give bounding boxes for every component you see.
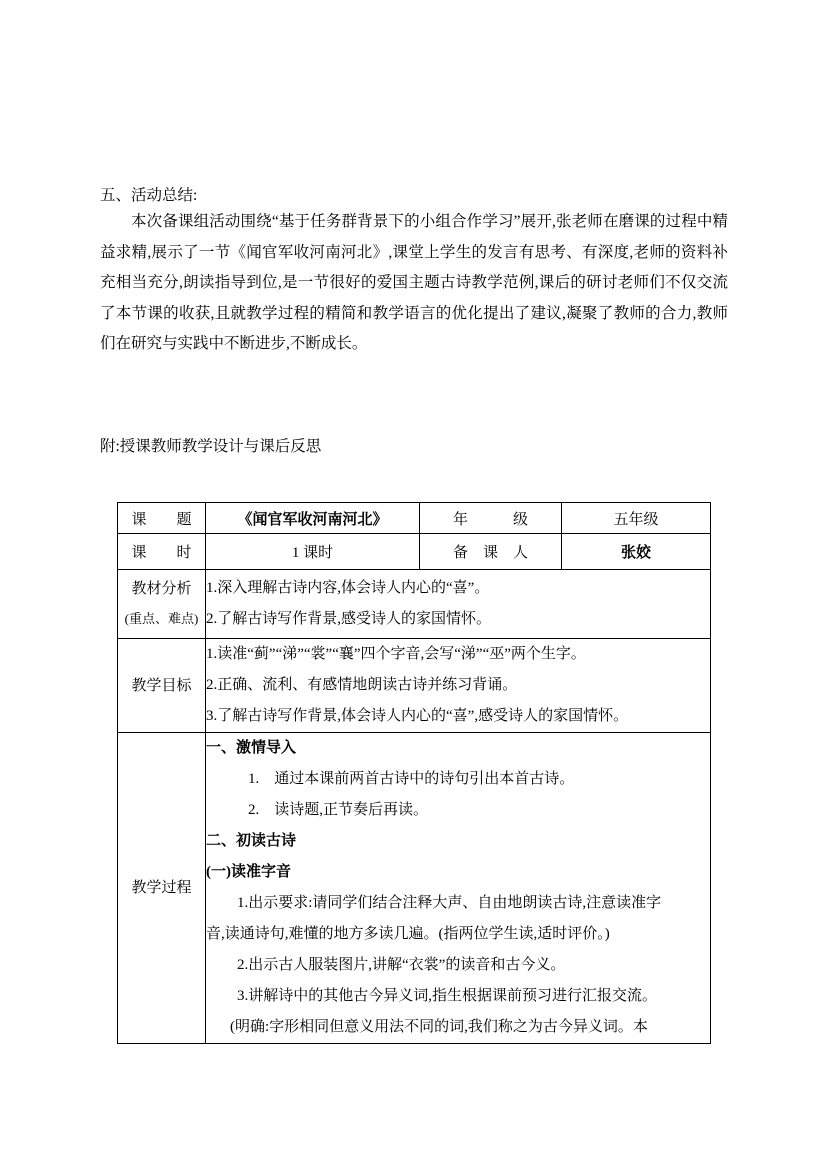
process-line: 一、激情导入 <box>206 740 297 756</box>
analysis-label-line2: (重点、难点) <box>124 611 199 626</box>
section-heading: 五、活动总结: <box>100 187 198 204</box>
analysis-item: 2.了解古诗写作背景,感受诗人的家国情怀。 <box>206 611 492 627</box>
process-line: 2.出示古人服装图片,讲解“衣裳”的读音和古今义。 <box>237 957 566 973</box>
lesson-plan-table <box>117 502 711 1044</box>
objectives-content-cell <box>206 639 711 733</box>
process-line: (一)读准字音 <box>206 864 291 880</box>
grade-label-cell: 年 级 <box>420 503 562 534</box>
table-row <box>118 503 711 534</box>
attachment-note: 附:授课教师教学设计与课后反思 <box>100 438 322 455</box>
table-row <box>118 570 711 639</box>
objective-item: 2.正确、流利、有感情地朗读古诗并练习背诵。 <box>206 677 518 693</box>
topic-value-cell: 《闻官军收河南河北》 <box>206 503 420 534</box>
objectives-label: 教学目标 <box>131 677 192 694</box>
period-value-cell: 1 课时 <box>206 534 420 570</box>
process-label: 教学过程 <box>131 880 192 896</box>
process-content-cell <box>206 733 711 1044</box>
process-line: 二、初读古诗 <box>206 833 297 849</box>
grade-value-cell: 五年级 <box>562 503 711 534</box>
process-label-cell <box>118 733 206 1044</box>
period-label-cell: 课 时 <box>118 534 206 570</box>
analysis-content-cell <box>206 570 711 639</box>
objectives-label-cell <box>118 639 206 733</box>
objective-item: 1.读准“蓟”“涕”“裳”“襄”四个字音,会写“涕”“巫”两个生字。 <box>206 646 586 662</box>
analysis-item: 1.深入理解古诗内容,体会诗人内心的“喜”。 <box>206 580 490 596</box>
objective-item: 3.了解古诗写作背景,体会诗人内心的“喜”,感受诗人的家国情怀。 <box>206 708 629 724</box>
process-line: 1.出示要求:请同学们结合注释大声、自由地朗读古诗,注意读准字 <box>237 895 662 911</box>
analysis-label-cell <box>118 570 206 639</box>
analysis-label-line1: 教材分析 <box>131 581 192 597</box>
process-line: 音,读通诗句,难懂的地方多读几遍。(指两位学生读,适时评价。) <box>206 926 610 942</box>
process-line: (明确:字形相同但意义用法不同的词,我们称之为古今异义词。本 <box>230 1019 648 1035</box>
process-line: 3.讲解诗中的其他古今异义词,指生根据课前预习进行汇报交流。 <box>237 988 658 1004</box>
process-line: 1. 通过本课前两首古诗中的诗句引出本首古诗。 <box>248 771 575 787</box>
topic-label-cell: 课 题 <box>118 503 206 534</box>
process-line: 2. 读诗题,正节奏后再读。 <box>248 802 429 818</box>
table-row <box>118 733 711 1044</box>
table-row <box>118 639 711 733</box>
summary-paragraph: 本次备课组活动围绕“基于任务群背景下的小组合作学习”展开,张老师在磨课的过程中精益求精,展示了一节《闻官军收河南河北》,课堂上学生的发言有思考、有深度,老师的资料补充相当充分,朗读指导到位,是一节很好的爱国主题古诗教学范例,课后的研讨老师们不仅交流了本节课的收获,且就教学过程的精简和教学语言的优化提出了建议,凝聚了教师的合力,教师们在研究与实践中不断进步,不断成长。 <box>100 213 728 352</box>
table-row <box>118 534 711 570</box>
preparer-value-cell: 张姣 <box>562 534 711 570</box>
preparer-label-cell: 备 课 人 <box>420 534 562 570</box>
